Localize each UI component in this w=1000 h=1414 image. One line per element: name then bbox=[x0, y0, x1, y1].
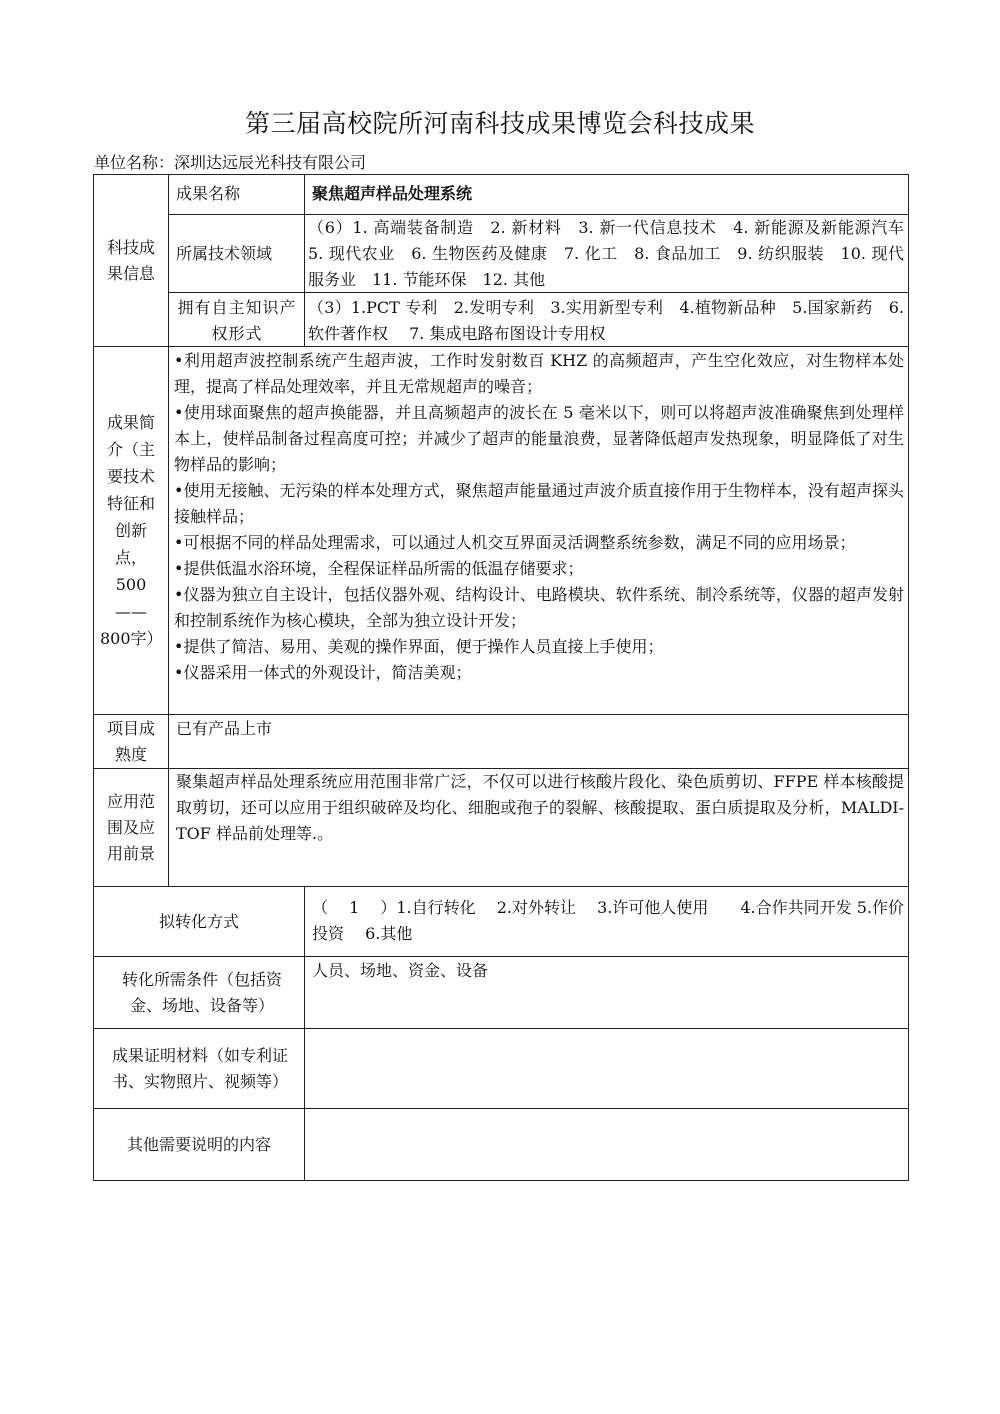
ip-value: （3）1.PCT 专利 2.发明专利 3.实用新型专利 4.植物新品种 5.国家新药 6.软件著作权 7. 集成电路布图设计专用权 bbox=[308, 298, 904, 343]
other-value bbox=[312, 1112, 904, 1142]
maturity-value: 已有产品上市 bbox=[176, 719, 273, 738]
other-label: 其他需要说明的内容 bbox=[126, 1134, 271, 1154]
section-info-label: 科技成果信息 bbox=[106, 237, 155, 283]
conditions-label: 转化所需条件（包括资金、场地、设备等） bbox=[121, 969, 282, 1015]
result-name-value: 聚焦超声样品处理系统 bbox=[312, 184, 473, 203]
document-title: 第三届高校院所河南科技成果博览会科技成果 bbox=[244, 109, 755, 138]
conditions-value: 人员、场地、资金、设备 bbox=[312, 961, 489, 980]
intro-bullet: •提供低温水浴环境，全程保证样品所需的低温存储要求； bbox=[174, 559, 584, 578]
intro-bullet: •可根据不同的样品处理需求，可以通过人机交互界面灵活调整系统参数，满足不同的应用场景； bbox=[174, 533, 856, 552]
intro-bullet: •使用无接触、无污染的样本处理方式，聚焦超声能量通过声波介质直接作用于生物样本，没有超声探头接触样品； bbox=[174, 481, 904, 526]
unit-name-line: 单位名称：深圳达远辰光科技有限公司 bbox=[94, 153, 367, 172]
intro-label: 成果简介（主要技术特征和创新点，500——800字） bbox=[100, 413, 163, 648]
intro-bullet: •仪器为独立自主设计，包括仪器外观、结构设计、电路模块、软件系统、制冷系统等，仪器的超声发射和控制系统作为核心模块，全部为独立设计开发； bbox=[174, 585, 904, 630]
application-label: 应用范围及应用前景 bbox=[106, 791, 155, 863]
intro-bullet: •使用球面聚焦的超声换能器，并且高频超声的波长在 5 毫米以下，则可以将超声波准确聚焦到处理样本上，使样品制备过程高度可控；并减少了超声的能量浪费，显著降低超声发热现象，明显降低了对生物样品的影响； bbox=[174, 403, 904, 474]
intro-bullet: •提供了简洁、易用、美观的操作界面，便于操作人员直接上手使用； bbox=[174, 637, 664, 656]
intro-bullet: •利用超声波控制系统产生超声波，工作时发射数百 KHZ 的高频超声，产生空化效应，对生物样本处理，提高了样品处理效率，并且无常规超声的噪音； bbox=[174, 351, 904, 396]
application-value: 聚集超声样品处理系统应用范围非常广泛，不仅可以进行核酸片段化、染色质剪切、FFPE 样本核酸提取剪切，还可以应用于组织破碎及均化、细胞或孢子的裂解、核酸提取、蛋白质提取及分析，MALDI-TOF 样品前处理等.。 bbox=[176, 772, 904, 843]
maturity-label: 项目成熟度 bbox=[106, 718, 155, 764]
intro-content bbox=[174, 348, 904, 714]
intro-bullet: •仪器采用一体式的外观设计，简洁美观； bbox=[174, 663, 472, 682]
proof-label: 成果证明材料（如专利证书、实物照片、视频等） bbox=[111, 1045, 288, 1091]
tech-field-label: 所属技术领域 bbox=[176, 244, 273, 263]
ip-label: 拥有自主知识产权形式 bbox=[177, 298, 297, 343]
tech-field-value: （6）1. 高端装备制造 2. 新材料 3. 新一代信息技术 4. 新能源及新能源汽车 5. 现代农业 6. 生物医药及健康 7. 化工 8. 食品加工 9. 纺织服装 10. 现代服务业 11. 节能环保 12. 其他 bbox=[308, 218, 921, 289]
transfer-label: 拟转化方式 bbox=[158, 911, 239, 931]
result-name-label: 成果名称 bbox=[176, 184, 241, 203]
proof-value bbox=[312, 1032, 904, 1062]
transfer-value: （ 1 ）1.自行转化 2.对外转让 3.许可他人使用 4.合作共同开发 5.作价投资 6.其他 bbox=[312, 898, 904, 943]
